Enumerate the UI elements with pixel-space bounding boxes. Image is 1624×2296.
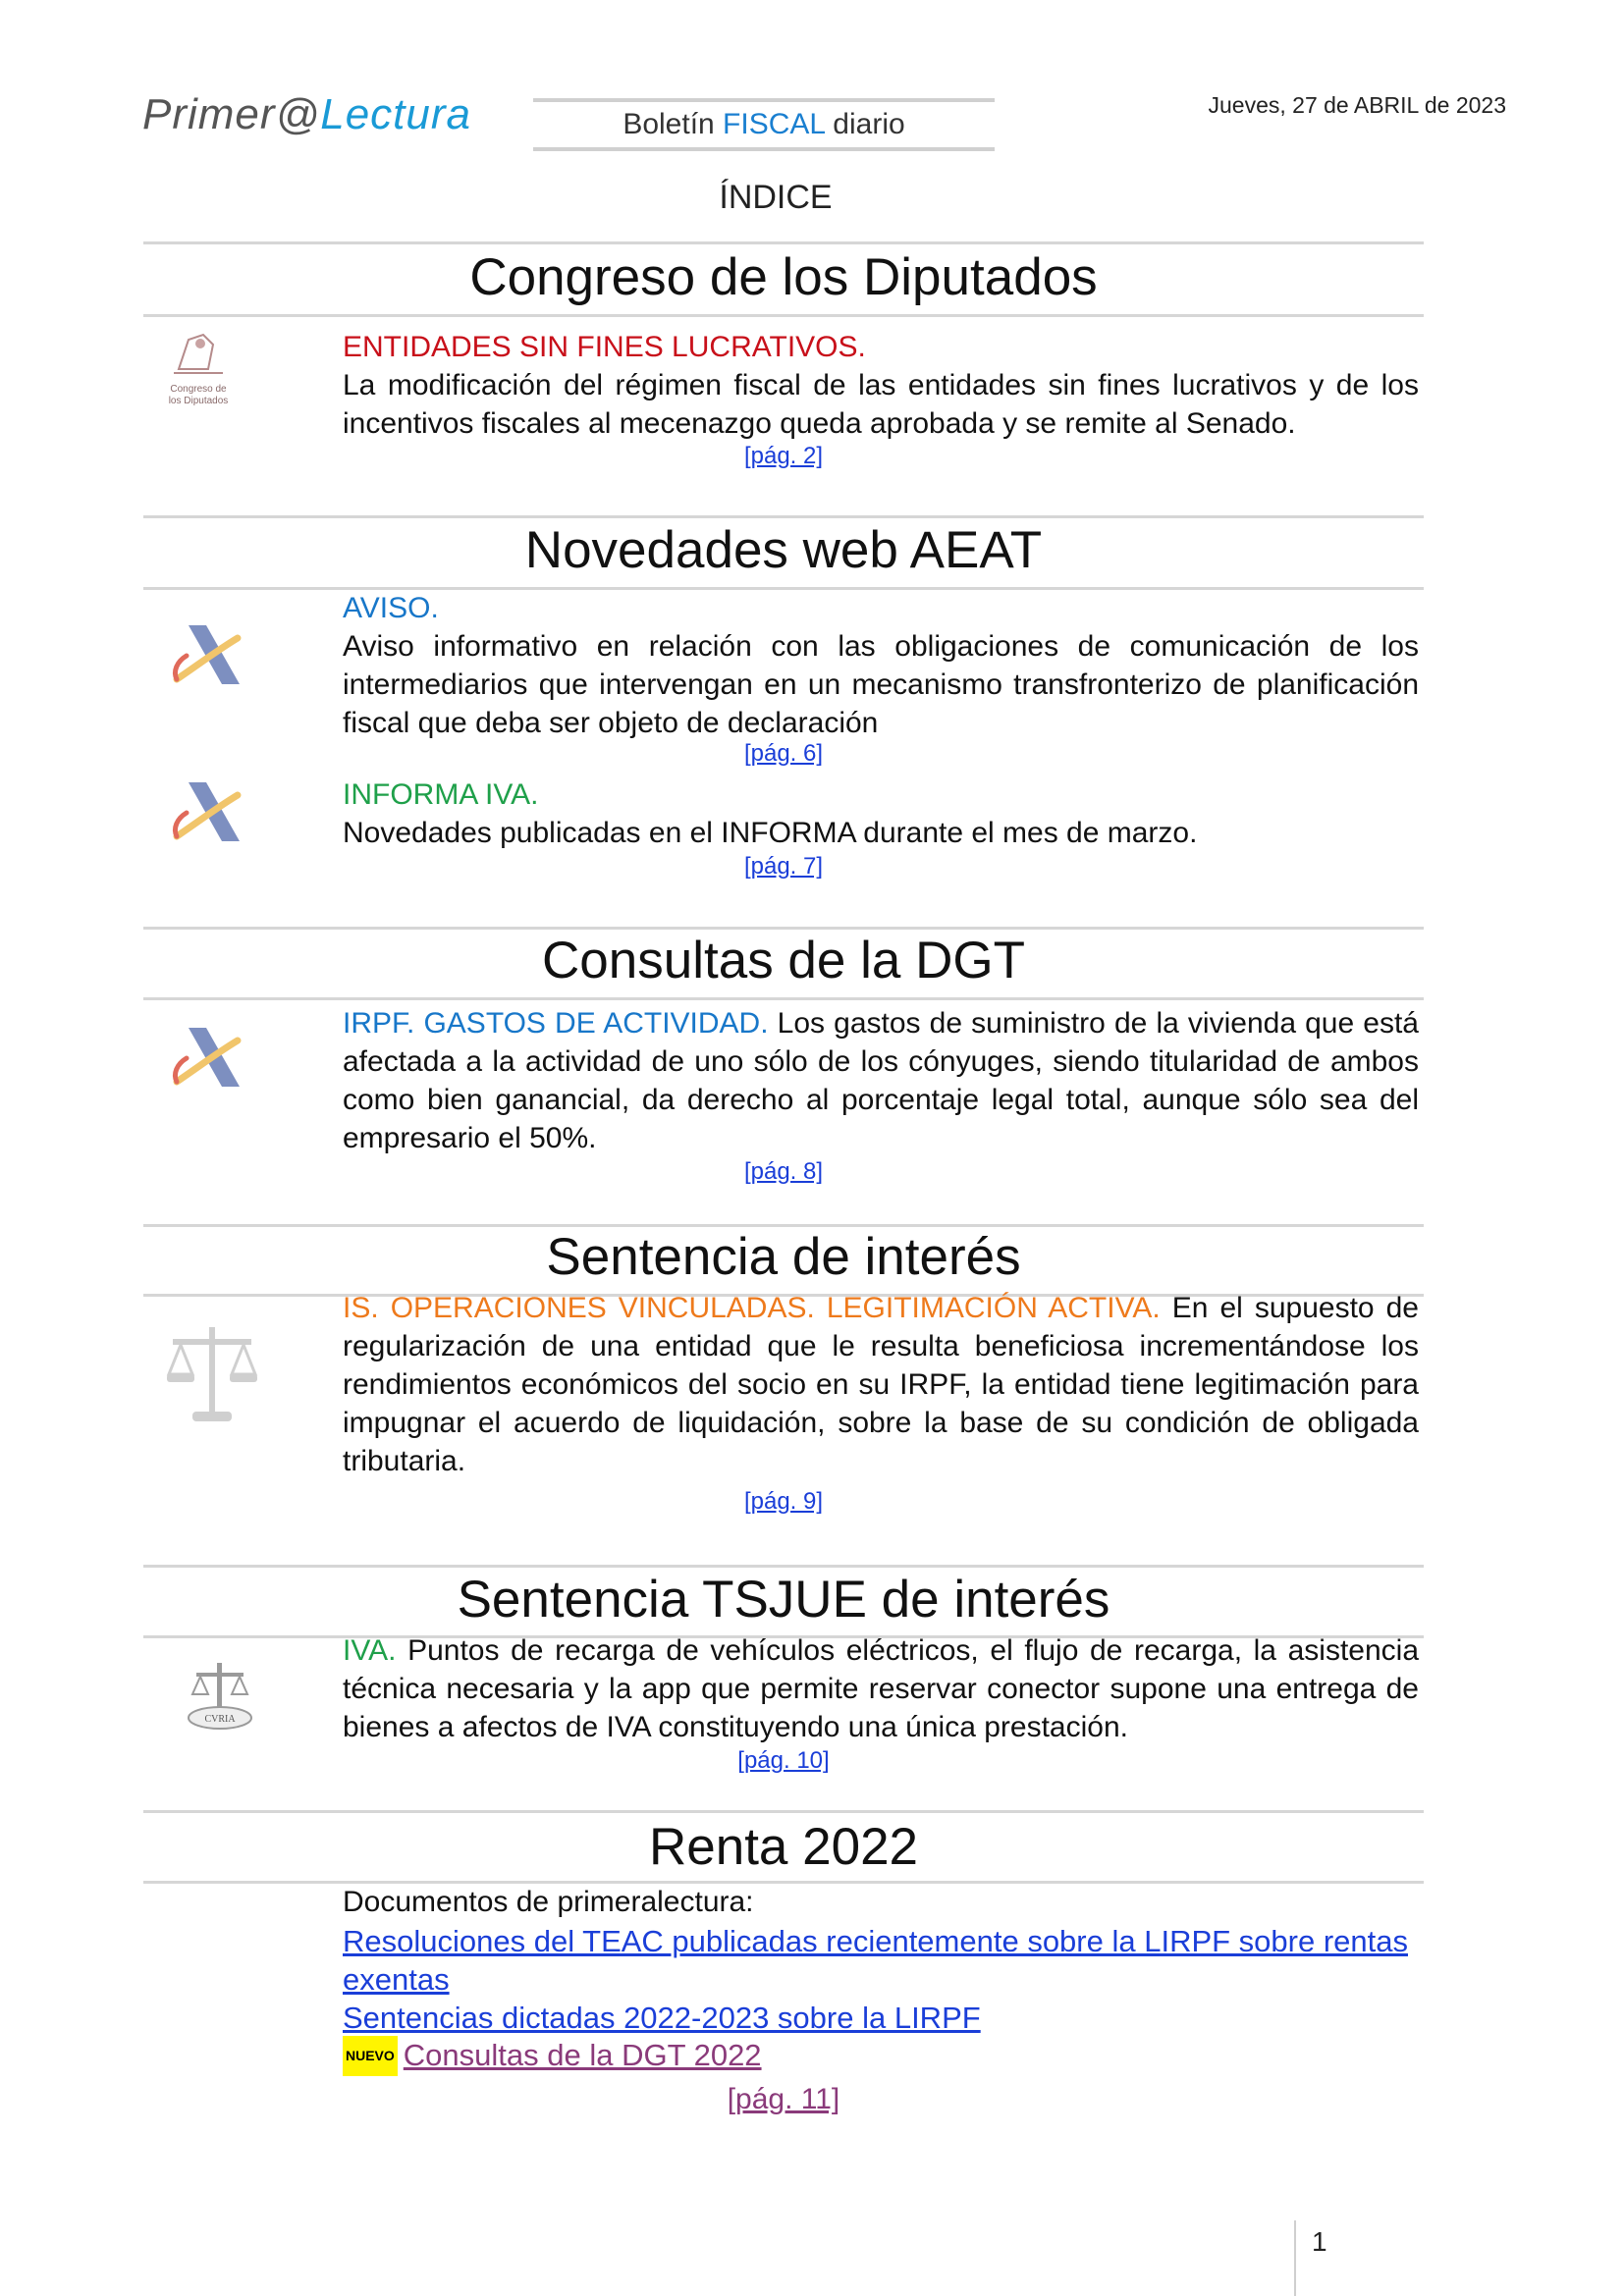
- aeat-logo-icon: [169, 1023, 244, 1096]
- index-title: ÍNDICE: [719, 179, 833, 216]
- bulletin-fiscal: FISCAL: [723, 108, 825, 140]
- link-sentencias-lirpf[interactable]: Sentencias dictadas 2022-2023 sobre la LIRPF: [343, 2001, 981, 2035]
- entry-text: [343, 1004, 1419, 1157]
- bulletin-prefix: Boletín: [623, 108, 724, 140]
- section-title-sentencia: Sentencia de interés: [546, 1228, 1021, 1286]
- entry-body: Novedades publicadas en el INFORMA durante el mes de marzo.: [343, 817, 1198, 849]
- section-divider: [143, 241, 1424, 244]
- section-divider: [143, 314, 1424, 317]
- issue-date: Jueves, 27 de ABRIL de 2023: [1208, 92, 1506, 118]
- page-ref: [143, 2083, 1424, 2116]
- page-link[interactable]: [pág. 8]: [743, 1158, 824, 1185]
- link-teac-resoluciones[interactable]: Resoluciones del TEAC publicadas recientemente sobre la LIRPF sobre rentas exentas: [343, 1924, 1408, 1997]
- entry-body: Puntos de recarga de vehículos eléctricos, el flujo de recarga, la asistencia técnica necesaria y la app que permite reservar conector supone una entrega de bienes a afectos de IVA constituyendo una única prestación.: [343, 1634, 1419, 1743]
- page-ref: [143, 1747, 1424, 1775]
- page-link[interactable]: [pág. 9]: [743, 1488, 824, 1515]
- page-link[interactable]: [pág. 2]: [743, 443, 824, 469]
- entry-heading: INFORMA IVA.: [343, 778, 539, 811]
- entry-text: [343, 775, 1419, 852]
- page-link[interactable]: [pág. 7]: [743, 853, 824, 880]
- entry-body: Aviso informativo en relación con las obligaciones de comunicación de los intermediarios que intervengan en un mecanismo transfronterizo de planificación fiscal que deba ser objeto de declaración: [343, 630, 1419, 739]
- entry-heading: AVISO.: [343, 592, 439, 624]
- entry-text: [343, 1631, 1419, 1746]
- section-title-dgt: Consultas de la DGT: [542, 932, 1025, 989]
- page-link[interactable]: [pág. 11]: [727, 2083, 840, 2115]
- section-title-aeat: Novedades web AEAT: [524, 521, 1043, 579]
- section-title-renta: Renta 2022: [648, 1818, 919, 1876]
- congreso-logo-label-2: los Diputados: [168, 396, 229, 406]
- section-divider: [143, 1565, 1424, 1568]
- page-ref: [143, 443, 1424, 470]
- congreso-logo-icon: [159, 330, 238, 418]
- curia-logo-label: CVRIA: [204, 1714, 236, 1725]
- aeat-logo-icon: [169, 620, 244, 694]
- page-ref: [143, 1158, 1424, 1186]
- entry-text: [343, 328, 1419, 443]
- docs-heading: Documentos de primeralectura:: [343, 1886, 754, 1918]
- section-title-congreso: Congreso de los Diputados: [469, 248, 1098, 306]
- section-divider: [143, 997, 1424, 1000]
- section-divider: [143, 1810, 1424, 1813]
- aeat-logo-icon: [169, 777, 244, 851]
- brand-logo: [142, 90, 471, 139]
- bulletin-title: [533, 98, 995, 151]
- logo-lectura: Lectura: [320, 90, 471, 138]
- entry-text: [343, 589, 1419, 742]
- entry-body: Los gastos de suministro de la vivienda que está afectada a la actividad de uno sólo de los cónyuges, siendo titularidad de ambos como bien ganancial, da derecho al porcentaje legal total, aunque sólo sea del empresario el 50%.: [343, 1007, 1419, 1154]
- logo-at: @: [275, 90, 321, 138]
- new-link-row: [343, 2036, 762, 2076]
- footer-divider: [1294, 2220, 1296, 2296]
- congreso-logo-label-1: Congreso de: [170, 384, 227, 395]
- scales-of-justice-icon: [163, 1319, 261, 1432]
- logo-primer: Primer: [142, 90, 276, 138]
- page-ref: [143, 740, 1424, 768]
- entry-heading: ENTIDADES SIN FINES LUCRATIVOS.: [343, 331, 866, 363]
- entry-body: En el supuesto de regularización de una entidad que le resulta beneficiosa incrementándose los rendimientos económicos del socio en su IRPF, la entidad tiene legitimación para impugnar el acuerdo de liquidación, sobre la base de su condición de obligada tributaria.: [343, 1292, 1419, 1477]
- page-link[interactable]: [pág. 6]: [743, 740, 824, 767]
- entry-heading: IVA.: [343, 1634, 397, 1667]
- entry-heading: IRPF. GASTOS DE ACTIVIDAD.: [343, 1007, 769, 1040]
- page-number: 1: [1312, 2226, 1327, 2257]
- page-link[interactable]: [pág. 10]: [737, 1747, 830, 1774]
- entry-body: La modificación del régimen fiscal de las entidades sin fines lucrativos y de los incentivos fiscales al mecenazgo queda aprobada y se remite al Senado.: [343, 369, 1419, 440]
- section-title-tsjue: Sentencia TSJUE de interés: [457, 1571, 1110, 1629]
- section-divider: [143, 515, 1424, 518]
- new-badge: NUEVO: [343, 2036, 398, 2076]
- entry-text: [343, 1289, 1419, 1480]
- bulletin-suffix: diario: [824, 108, 905, 140]
- entry-heading: IS. OPERACIONES VINCULADAS. LEGITIMACIÓN ACTIVA.: [343, 1292, 1161, 1324]
- page-ref: [143, 1488, 1424, 1516]
- section-divider: [143, 927, 1424, 930]
- link-consultas-dgt-2022[interactable]: Consultas de la DGT 2022: [403, 2038, 762, 2072]
- curia-logo-icon: [183, 1659, 257, 1742]
- page-ref: [143, 853, 1424, 881]
